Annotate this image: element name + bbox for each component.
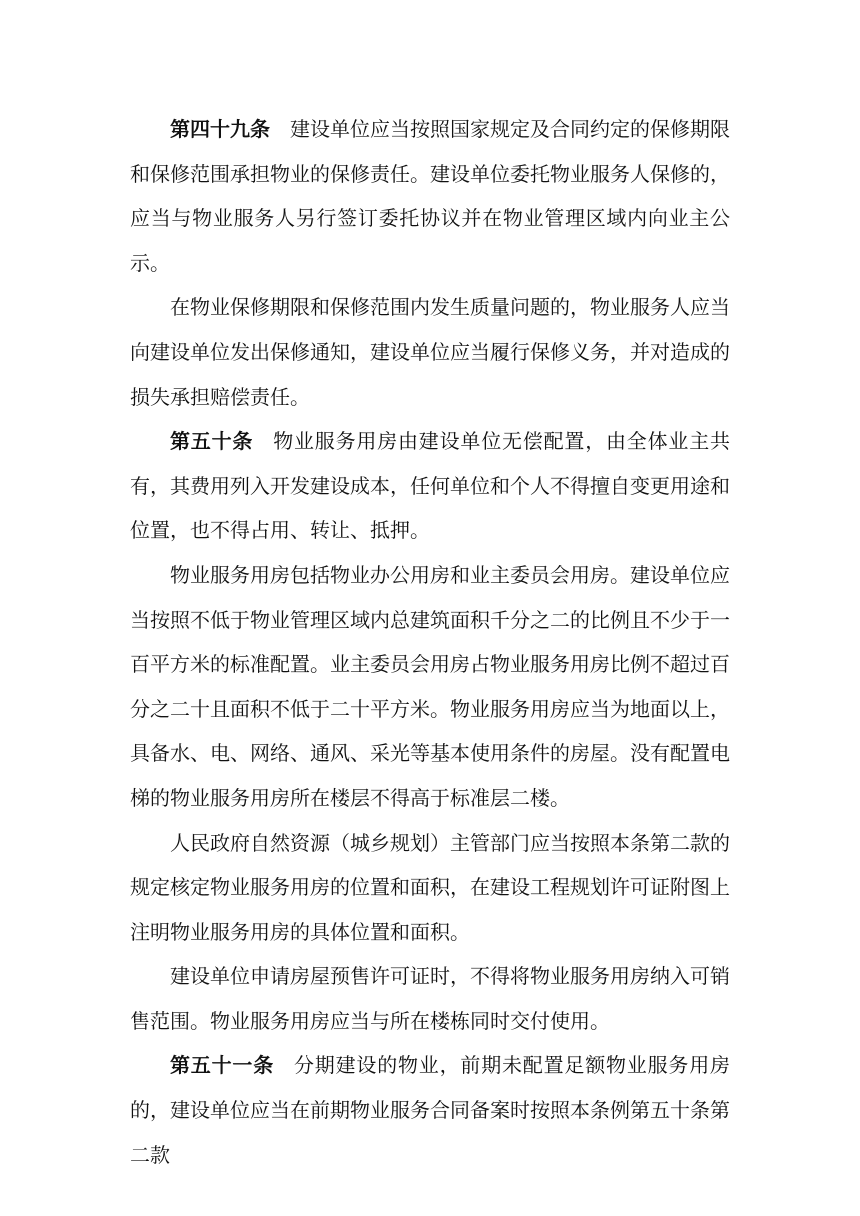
paragraph-text: 物业服务用房包括物业办公用房和业主委员会用房。建设单位应当按照不低于物业管理区域内总建筑面积千分之二的比例且不少于一百平方米的标准配置。业主委员会用房占物业服务用房比例不超过百分之二十且面积不低于二十平方米。物业服务用房应当为地面以上，具备水、电、网络、通风、采光等基本使用条件的房屋。没有配置电梯的物业服务用房所在楼层不得高于标准层二楼。 xyxy=(130,562,730,810)
paragraph-text: 人民政府自然资源（城乡规划）主管部门应当按照本条第二款的规定核定物业服务用房的位置和面积，在建设工程规划许可证附图上注明物业服务用房的具体位置和面积。 xyxy=(130,830,730,944)
paragraph-text: 物业服务用房由建设单位无偿配置，由全体业主共有，其费用列入开发建设成本，任何单位和个人不得擅自变更用途和位置，也不得占用、转让、抵押。 xyxy=(130,429,731,543)
paragraph-text: 在物业保修期限和保修范围内发生质量问题的，物业服务人应当向建设单位发出保修通知，建设单位应当履行保修义务，并对造成的损失承担赔偿责任。 xyxy=(130,295,730,409)
paragraph-text: 建设单位应当按照国家规定及合同约定的保修期限和保修范围承担物业的保修责任。建设单位委托物业服务人保修的，应当与物业服务人另行签订委托协议并在物业管理区域内向业主公示。 xyxy=(130,117,730,275)
paragraph-text: 分期建设的物业，前期未配置足额物业服务用房的，建设单位应当在前期物业服务合同备案时按照本条例第五十条第二款 xyxy=(130,1053,730,1167)
document-body xyxy=(130,107,730,1177)
article-49-para-1 xyxy=(130,107,730,285)
article-50-para-4 xyxy=(130,954,730,1043)
article-heading: 第四十九条 xyxy=(170,117,270,141)
article-heading: 第五十一条 xyxy=(170,1053,274,1078)
article-51-para-1 xyxy=(130,1043,730,1177)
article-50-para-3 xyxy=(130,821,730,955)
article-50-para-2 xyxy=(130,553,730,821)
paragraph-text: 建设单位申请房屋预售许可证时，不得将物业服务用房纳入可销售范围。物业服务用房应当与所在楼栋同时交付使用。 xyxy=(130,964,730,1033)
article-49-para-2 xyxy=(130,285,730,419)
article-50-para-1 xyxy=(130,419,730,553)
article-heading: 第五十条 xyxy=(170,429,254,454)
